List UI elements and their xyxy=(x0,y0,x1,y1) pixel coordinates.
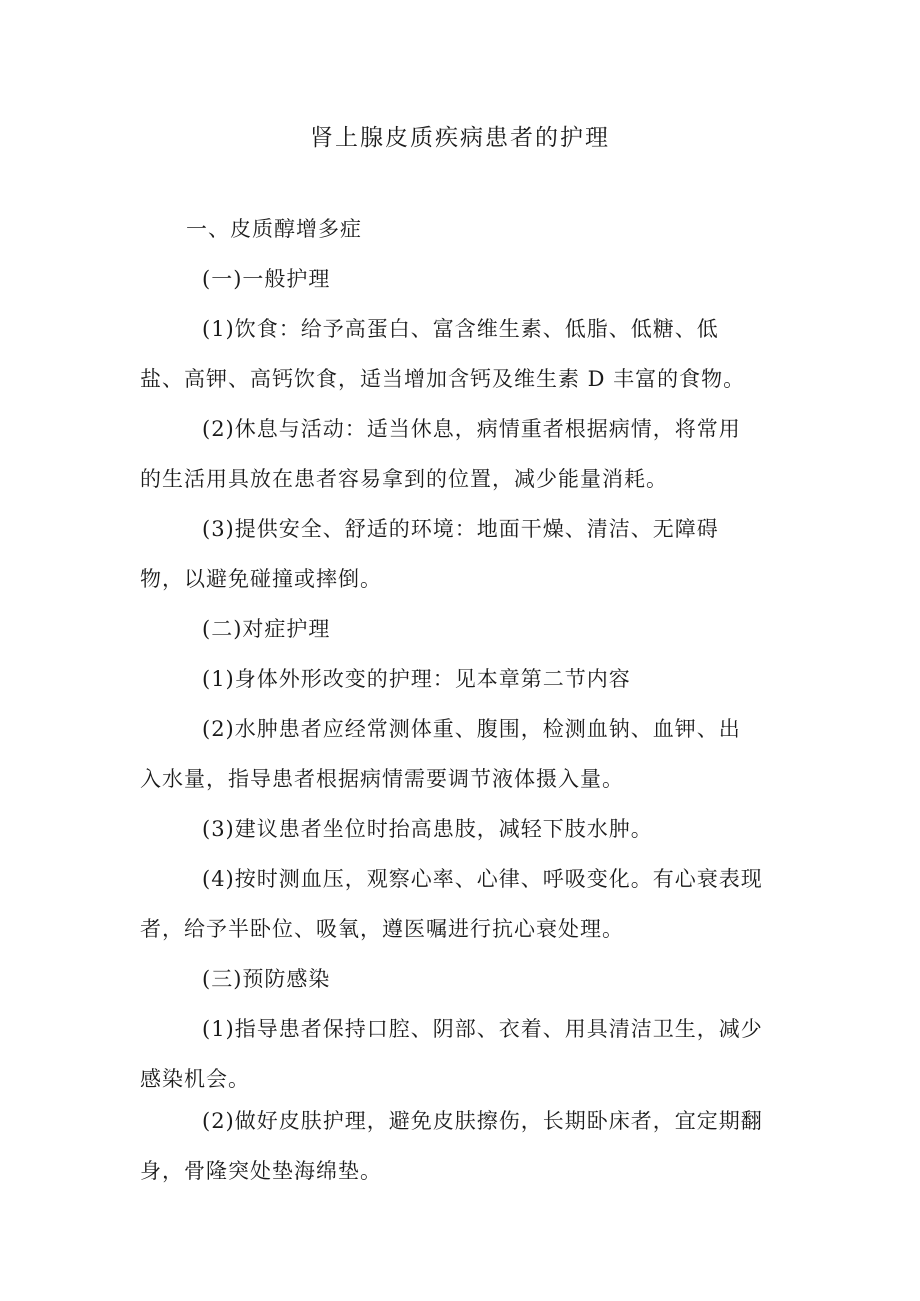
content-block-main xyxy=(140,204,790,1104)
subsection-heading: (三)预防感染 xyxy=(202,967,331,991)
paragraph-line: 身，骨隆突处垫海绵垫。 xyxy=(140,1159,382,1183)
paragraph-line: (2)做好皮肤护理，避免皮肤擦伤，长期卧床者，宜定期翻 xyxy=(202,1109,763,1133)
section-heading: 一、皮质醇增多症 xyxy=(186,217,362,241)
paragraph-line: 者，给予半卧位、吸氧，遵医嘱进行抗心衰处理。 xyxy=(140,917,624,941)
content-block-tail xyxy=(140,1096,790,1196)
subsection-heading: (二)对症护理 xyxy=(202,617,331,641)
subsection-heading: (一)一般护理 xyxy=(202,267,331,291)
paragraph-line: (2)水肿患者应经常测体重、腹围，检测血钠、血钾、出 xyxy=(202,717,741,741)
paragraph-line: 入水量，指导患者根据病情需要调节液体摄入量。 xyxy=(140,767,624,791)
paragraph-line: (4)按时测血压，观察心率、心律、呼吸变化。有心衰表现 xyxy=(202,867,763,891)
paragraph-line: 盐、高钾、高钙饮食，适当增加含钙及维生素 D 丰富的食物。 xyxy=(140,367,746,391)
paragraph-line: (3)建议患者坐位时抬高患肢，减轻下肢水肿。 xyxy=(202,817,653,841)
paragraph-line: (2)休息与活动：适当休息，病情重者根据病情，将常用 xyxy=(202,417,741,441)
document-title: 肾上腺皮质疾病患者的护理 xyxy=(310,125,610,151)
paragraph-line: (1)饮食：给予高蛋白、富含维生素、低脂、低糖、低 xyxy=(202,317,719,341)
paragraph-line: 物，以避免碰撞或摔倒。 xyxy=(140,567,382,591)
paragraph-line: (1)指导患者保持口腔、阴部、衣着、用具清洁卫生，减少 xyxy=(202,1017,763,1041)
paragraph-line: (1)身体外形改变的护理：见本章第二节内容 xyxy=(202,667,631,691)
paragraph-line: (3)提供安全、舒适的环境：地面干燥、清洁、无障碍 xyxy=(202,517,719,541)
paragraph-line: 感染机会。 xyxy=(140,1067,250,1091)
paragraph-line: 的生活用具放在患者容易拿到的位置，减少能量消耗。 xyxy=(140,467,668,491)
